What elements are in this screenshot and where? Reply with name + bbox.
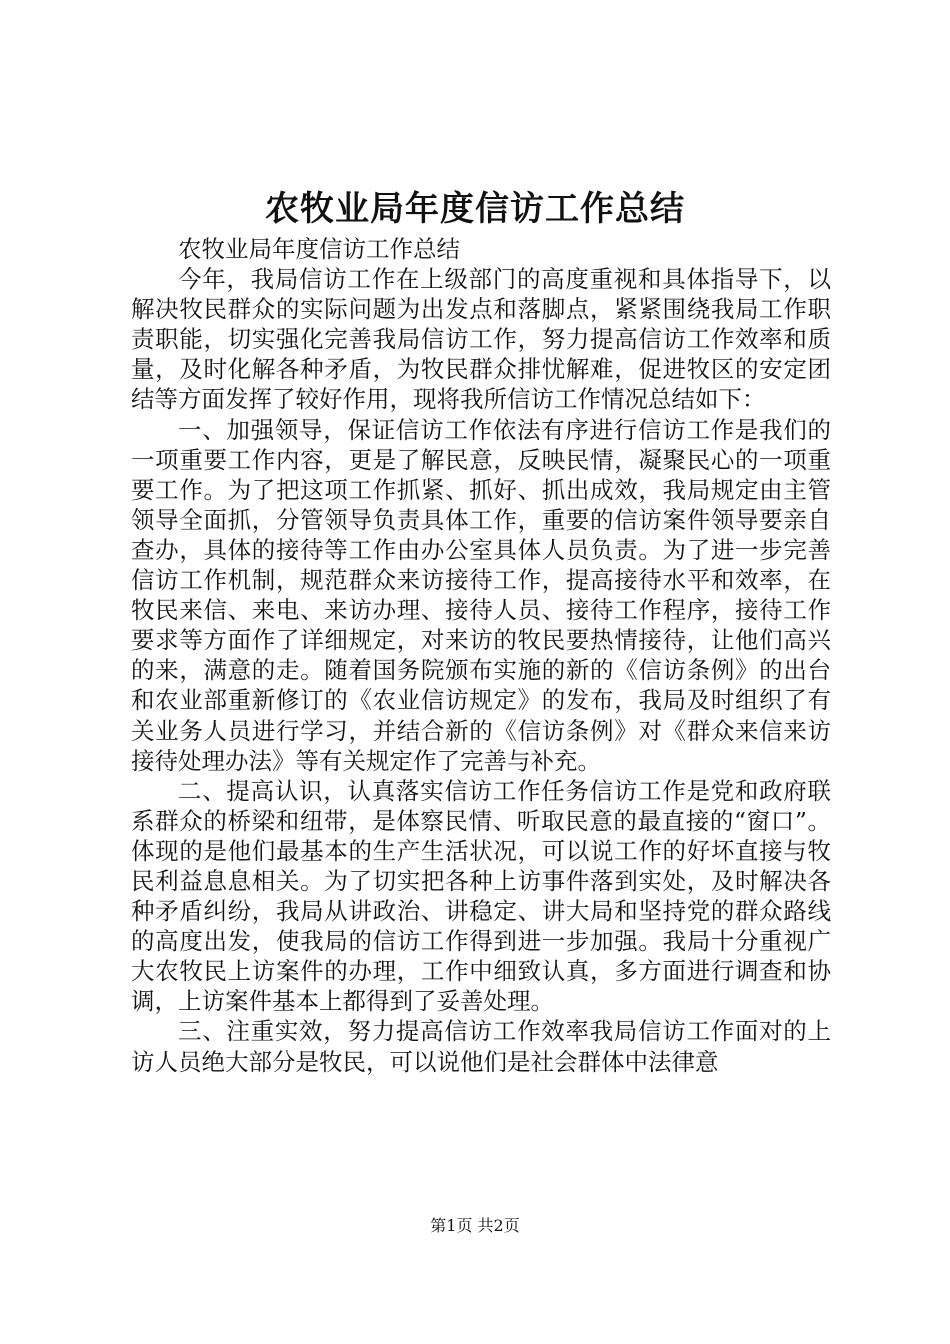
paragraph-intro: 今年，我局信访工作在上级部门的高度重视和具体指导下，以解决牧民群众的实际问题为出发点和落脚点，紧紧围绕我局工作职责职能，切实强化完善我局信访工作，努力提高信访工作效率和质量，及时化解各种矛盾，为牧民群众排忧解难，促进牧区的安定团结等方面发挥了较好作用，现将我所信访工作情况总结如下： bbox=[131, 265, 831, 414]
paragraph-section-2: 二、提高认识，认真落实信访工作任务信访工作是党和政府联系群众的桥梁和纽带，是体察民情、听取民意的最直接的“窗口”。体现的是他们最基本的生产生活状况，可以说工作的好坏直接与牧民利益息息相关。为了切实把各种上访事件落到实处，及时解决各种矛盾纠纷，我局从讲政治、讲稳定、讲大局和坚持党的群众路线的高度出发，使我局的信访工作得到进一步加强。我局十分重视广大农牧民上访案件的办理，工作中细致认真，多方面进行调查和协调，上访案件基本上都得到了妥善处理。 bbox=[131, 776, 831, 1016]
paragraph-section-1: 一、加强领导，保证信访工作依法有序进行信访工作是我们的一项重要工作内容，更是了解民意，反映民情，凝聚民心的一项重要工作。为了把这项工作抓紧、抓好、抓出成效，我局规定由主管领导全面抓，分管领导负责具体工作，重要的信访案件领导要亲自查办，具体的接待等工作由办公室具体人员负责。为了进一步完善信访工作机制，规范群众来访接待工作，提高接待水平和效率，在牧民来信、来电、来访办理、接待人员、接待工作程序，接待工作要求等方面作了详细规定，对来访的牧民要热情接待，让他们高兴的来，满意的走。随着国务院颁布实施的新的《信访条例》的出台和农业部重新修订的《农业信访规定》的发布，我局及时组织了有关业务人员进行学习，并结合新的《信访条例》对《群众来信来访接待处理办法》等有关规定作了完善与补充。 bbox=[131, 415, 831, 775]
paragraph-subtitle: 农牧业局年度信访工作总结 bbox=[178, 235, 460, 263]
paragraph-section-3: 三、注重实效，努力提高信访工作效率我局信访工作面对的上访人员绝大部分是牧民，可以说他们是社会群体中法律意 bbox=[131, 1017, 831, 1076]
page-footer: 第1页 共2页 bbox=[430, 1216, 520, 1235]
document-body bbox=[131, 234, 831, 1077]
document-title: 农牧业局年度信访工作总结 bbox=[265, 189, 685, 229]
